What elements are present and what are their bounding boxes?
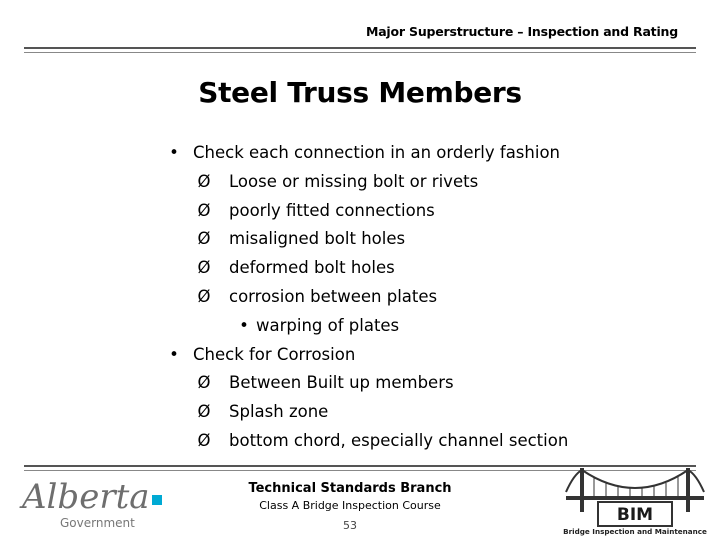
bullet-dot-icon: • (239, 315, 249, 335)
bullet-text: Check for Corrosion (193, 344, 356, 364)
bullet-text: warping of plates (256, 315, 400, 335)
arrow-bullet-icon: Ø (197, 402, 211, 422)
logo-wordmark: Alberta (22, 477, 150, 517)
logo-subtext: Government (60, 516, 135, 530)
bullet-dot-icon: • (169, 344, 179, 364)
arrow-bullet-icon: Ø (197, 200, 211, 220)
bullet-text: poorly fitted connections (229, 200, 435, 220)
bullet-dot-icon: • (169, 143, 179, 162)
bim-acronym: BIM (616, 505, 654, 525)
bullet-text: corrosion between plates (229, 287, 438, 306)
header-rule-thin (24, 52, 696, 53)
arrow-bullet-icon: Ø (197, 287, 211, 306)
page-number: 53 (343, 519, 357, 532)
course-header: Major Superstructure – Inspection and Rating (365, 24, 678, 39)
logo-accent-square (152, 495, 162, 505)
arrow-bullet-icon: Ø (197, 171, 211, 191)
arrow-bullet-icon: Ø (197, 258, 211, 278)
footer-course: Class A Bridge Inspection Course (259, 499, 441, 512)
bullet-text: Between Built up members (229, 373, 454, 393)
alberta-government-logo (18, 470, 178, 535)
arrow-bullet-icon: Ø (197, 229, 211, 249)
bullet-text: deformed bolt holes (229, 258, 395, 278)
arrow-bullet-icon: Ø (197, 373, 211, 393)
bullet-text: Loose or missing bolt or rivets (229, 171, 479, 191)
footer-branch: Technical Standards Branch (248, 481, 452, 496)
bim-tagline: Bridge Inspection and Maintenance (563, 527, 707, 536)
bullet-text: misaligned bolt holes (229, 229, 406, 249)
slide-title: Steel Truss Members (198, 76, 522, 109)
footer-info (230, 480, 470, 534)
bullet-text: Check each connection in an orderly fashion (193, 143, 560, 162)
bridge-icon (560, 462, 710, 537)
arrow-bullet-icon: Ø (197, 431, 211, 450)
bim-logo (560, 462, 710, 537)
header-rule (24, 47, 696, 49)
bullet-text: bottom chord, especially channel section (229, 431, 569, 450)
bullet-text: Splash zone (229, 402, 329, 422)
